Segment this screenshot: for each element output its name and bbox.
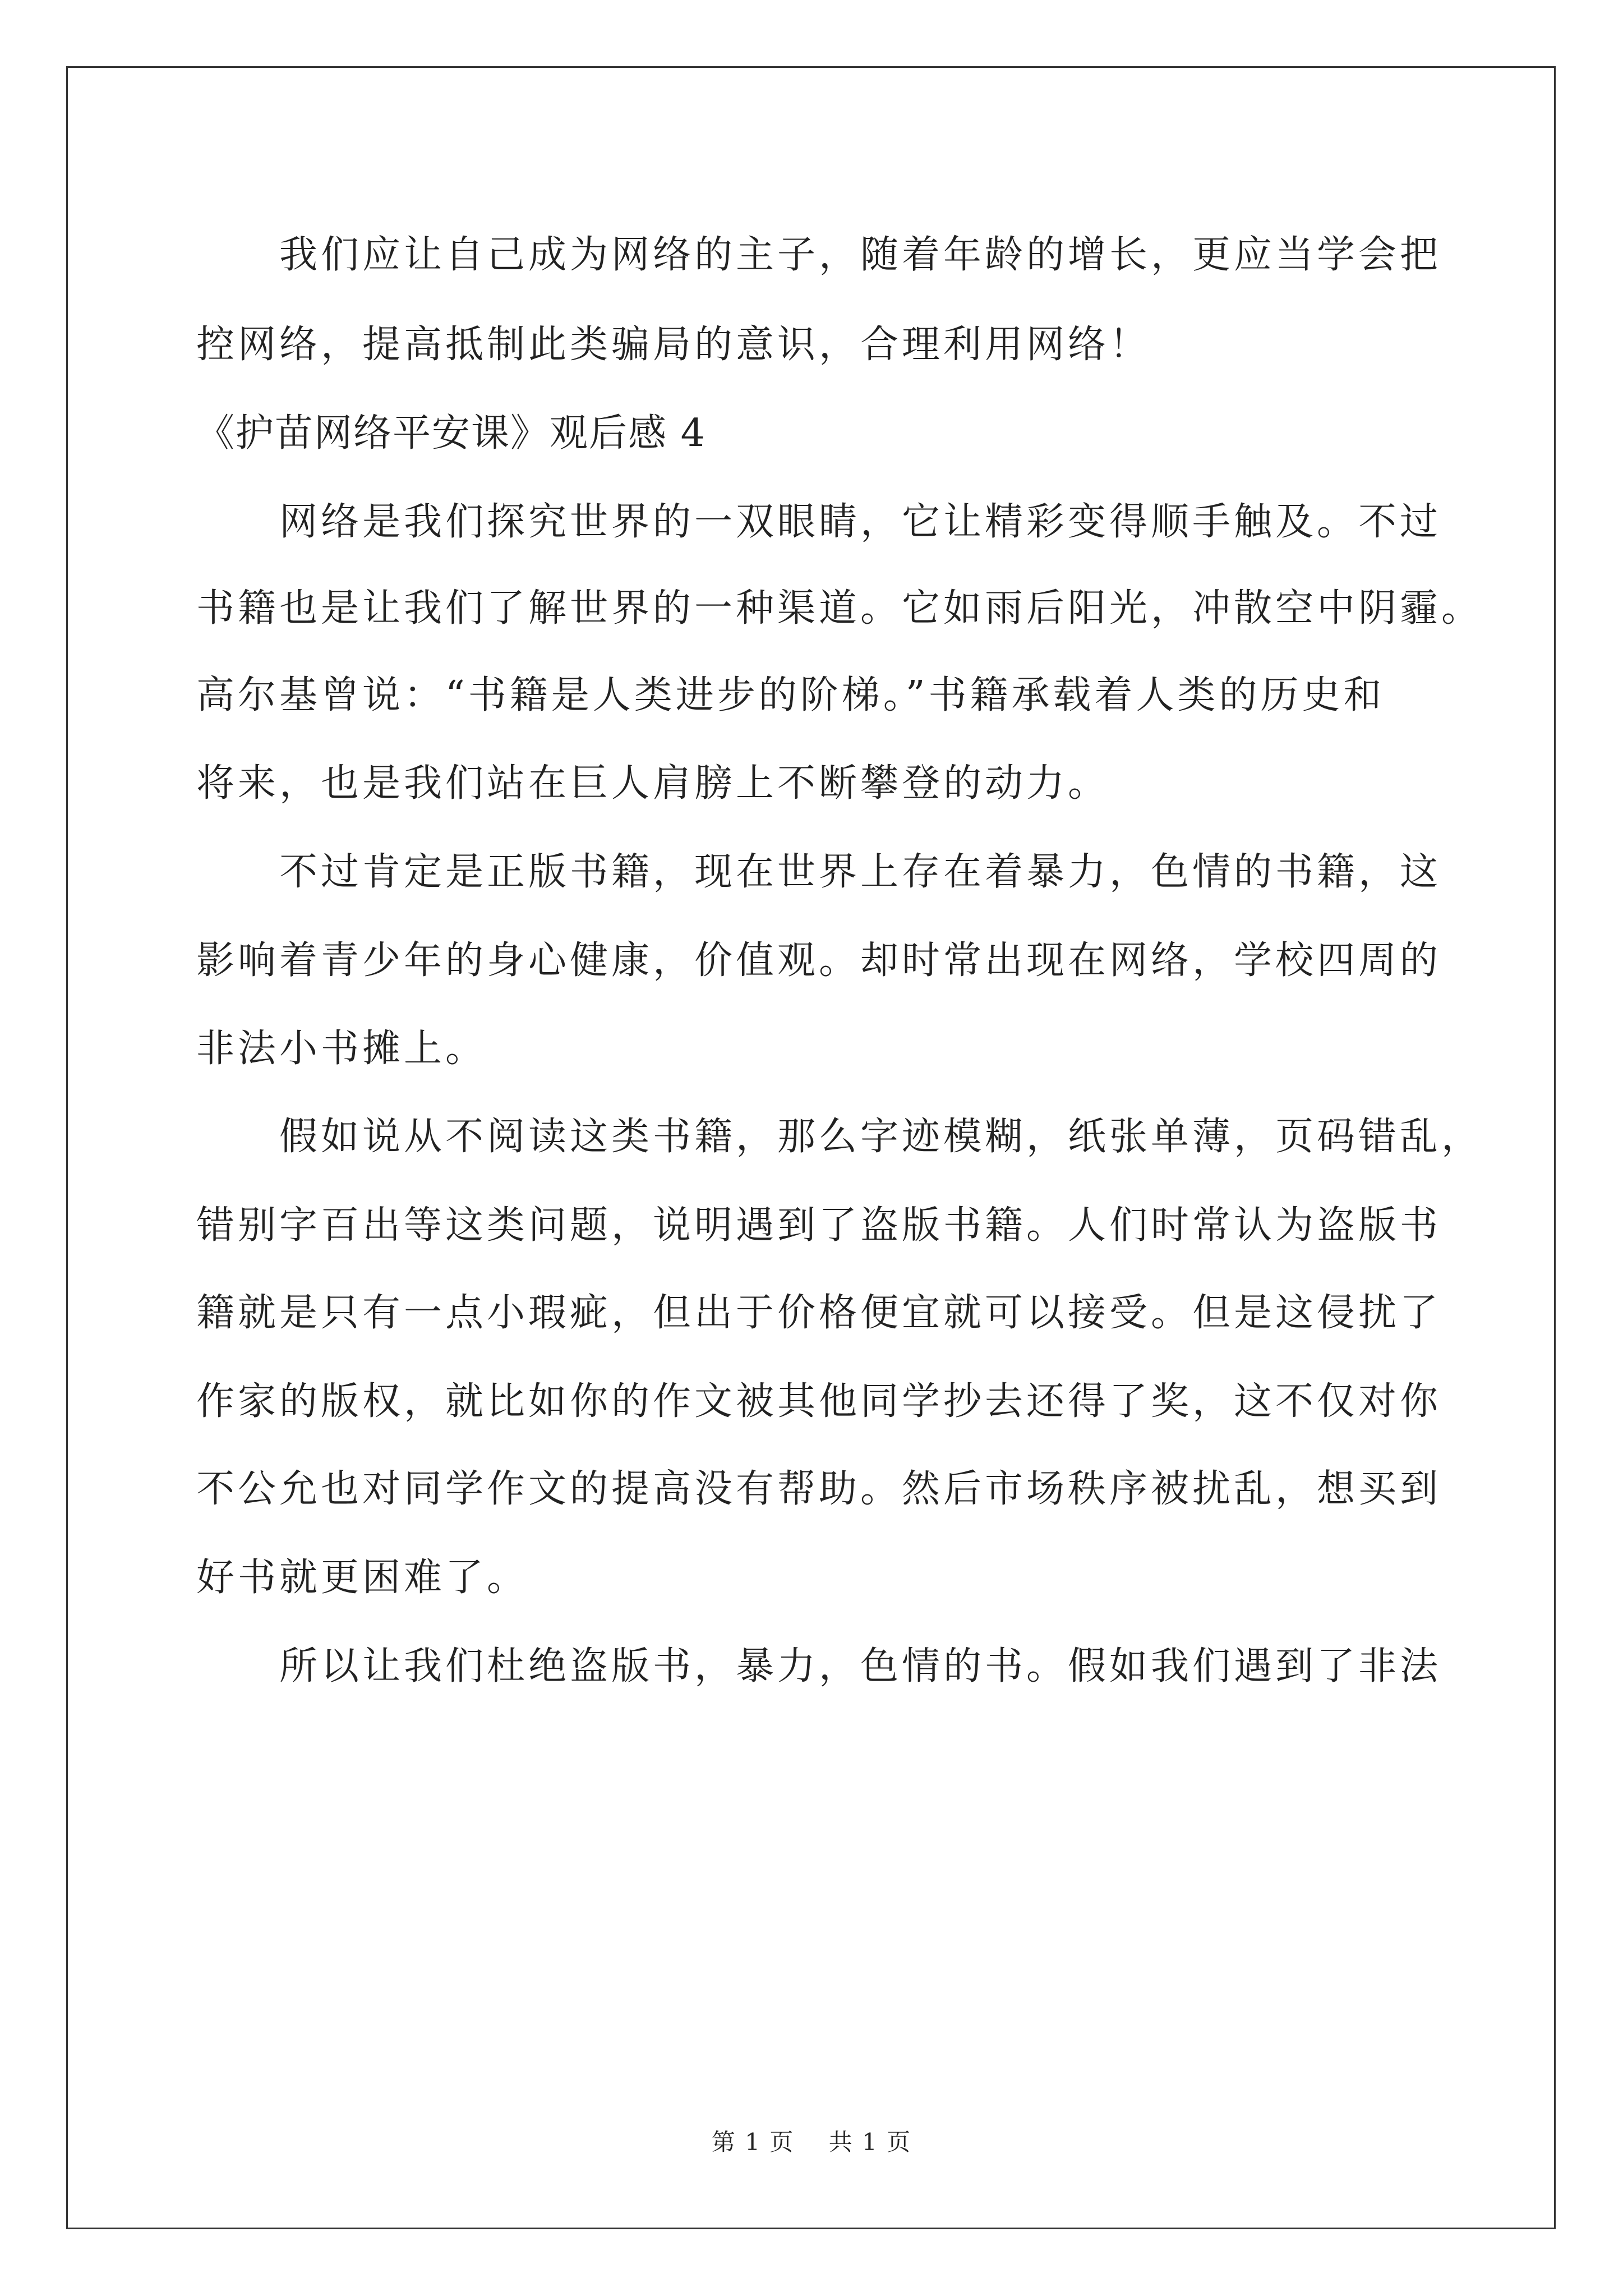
paragraph-line: 好书就更困难了。: [196, 1556, 529, 1600]
paragraph-line: 非法小书摊上。: [196, 1027, 487, 1071]
paragraph-line: 高尔基曾说：“书籍是人类进步的阶梯。”书籍承载着人类的历史和: [196, 673, 1385, 717]
paragraph-line: 将来，也是我们站在巨人肩膀上不断攀登的动力。: [196, 761, 1110, 806]
page-number: 第 1 页 共 1 页: [711, 2128, 912, 2156]
paragraph-line: 不公允也对同学作文的提高没有帮助。然后市场秩序被扰乱，想买到: [196, 1467, 1442, 1511]
paragraph-line: 所以让我们杜绝盗版书，暴力，色情的书。假如我们遇到了非法: [279, 1644, 1442, 1688]
paragraph-line: 书籍也是让我们了解世界的一种渠道。它如雨后阳光，冲散空中阴霾。: [196, 586, 1483, 631]
paragraph-line: 网络是我们探究世界的一双眼睛，它让精彩变得顺手触及。不过: [279, 500, 1442, 544]
paragraph-line: 作家的版权，就比如你的作文被其他同学抄去还得了奖，这不仅对你: [196, 1379, 1442, 1424]
paragraph-line: 我们应让自己成为网络的主子，随着年龄的增长，更应当学会把: [279, 233, 1442, 277]
section-title: 《护苗网络平安课》观后感 4: [196, 411, 706, 455]
paragraph-line: 假如说从不阅读这类书籍，那么字迹模糊，纸张单薄，页码错乱，: [279, 1115, 1483, 1159]
paragraph-line: 控网络，提高抵制此类骗局的意识，合理利用网络！: [196, 323, 1151, 367]
paragraph-line: 不过肯定是正版书籍，现在世界上存在着暴力，色情的书籍，这: [279, 850, 1442, 894]
paragraph-line: 籍就是只有一点小瑕疵，但出于价格便宜就可以接受。但是这侵扰了: [196, 1291, 1442, 1335]
paragraph-line: 错别字百出等这类问题，说明遇到了盗版书籍。人们时常认为盗版书: [196, 1203, 1442, 1248]
paragraph-line: 影响着青少年的身心健康，价值观。却时常出现在网络，学校四周的: [196, 938, 1442, 983]
